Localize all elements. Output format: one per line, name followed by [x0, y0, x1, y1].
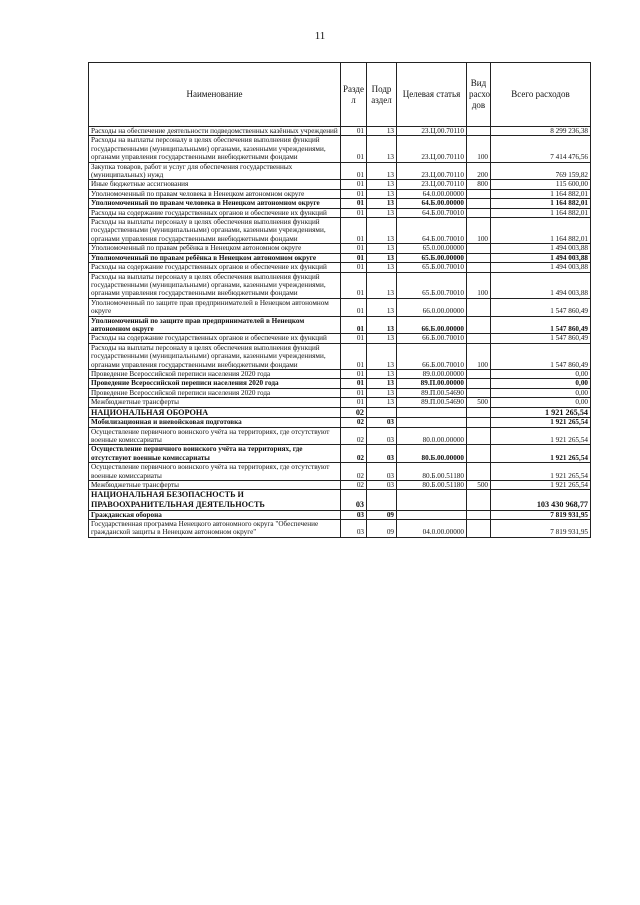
- row-type: 500: [467, 398, 491, 407]
- row-type: [467, 244, 491, 253]
- row-total: 1 494 003,88: [491, 244, 591, 253]
- row-section: 01: [341, 199, 367, 208]
- row-total: 1 164 882,01: [491, 208, 591, 217]
- table-row: [89, 208, 591, 217]
- row-target: 66.Б.00.70010: [397, 334, 467, 343]
- budget-table: [88, 62, 591, 538]
- table-row: [89, 490, 591, 510]
- row-total: 0,00: [491, 379, 591, 388]
- row-subsection: 13: [367, 343, 397, 369]
- row-type: [467, 520, 491, 538]
- row-type: [467, 445, 491, 463]
- table-row: [89, 407, 591, 418]
- row-type: [467, 208, 491, 217]
- row-subsection: 13: [367, 162, 397, 180]
- row-total: 1 921 265,54: [491, 407, 591, 418]
- header-subsection: Подр аздел: [367, 63, 397, 127]
- row-type: [467, 316, 491, 334]
- row-total: 0,00: [491, 388, 591, 397]
- row-name: Уполномоченный по защите прав предпринимателей в Ненецком автономном округе: [89, 316, 341, 334]
- row-name: Межбюджетные трансферты: [89, 398, 341, 407]
- row-total: 1 164 882,01: [491, 199, 591, 208]
- table-row: [89, 199, 591, 208]
- row-total: 1 494 003,88: [491, 263, 591, 272]
- row-section: 03: [341, 510, 367, 519]
- row-type: 100: [467, 136, 491, 162]
- row-name: Расходы на обеспечение деятельности подведомственных казённых учреждений: [89, 127, 341, 136]
- row-target: 89.0.00.00000: [397, 369, 467, 378]
- row-total: 1 494 003,88: [491, 253, 591, 262]
- table-row: [89, 263, 591, 272]
- row-subsection: 13: [367, 127, 397, 136]
- row-section: 01: [341, 388, 367, 397]
- row-section: 01: [341, 253, 367, 262]
- row-target: [397, 510, 467, 519]
- row-type: 100: [467, 343, 491, 369]
- row-total: 0,00: [491, 369, 591, 378]
- row-subsection: 13: [367, 208, 397, 217]
- row-total: 1 494 003,88: [491, 272, 591, 298]
- row-type: [467, 369, 491, 378]
- table-row: [89, 180, 591, 189]
- row-section: 03: [341, 490, 367, 510]
- table-row: [89, 510, 591, 519]
- row-name: НАЦИОНАЛЬНАЯ БЕЗОПАСНОСТЬ И ПРАВООХРАНИТЕЛЬНАЯ ДЕЯТЕЛЬНОСТЬ: [89, 490, 341, 510]
- row-target: 80.Б.00.00000: [397, 445, 467, 463]
- row-name: Проведение Всероссийской переписи населения 2020 года: [89, 379, 341, 388]
- row-type: [467, 189, 491, 198]
- page-number: 11: [314, 30, 326, 42]
- table-row: [89, 343, 591, 369]
- row-section: 01: [341, 398, 367, 407]
- row-type: 500: [467, 481, 491, 490]
- row-subsection: 13: [367, 369, 397, 378]
- row-name: Проведение Всероссийской переписи населения 2020 года: [89, 388, 341, 397]
- row-subsection: 03: [367, 481, 397, 490]
- row-target: 89.П.00.54690: [397, 388, 467, 397]
- row-total: 1 547 860,49: [491, 298, 591, 316]
- row-type: [467, 427, 491, 445]
- row-section: 01: [341, 263, 367, 272]
- row-name: Расходы на выплаты персоналу в целях обеспечения выполнения функций государственными (муниципальными) органами, казенными учреждениями, органами управления государственными внебюджетными фондами: [89, 272, 341, 298]
- row-total: 115 600,00: [491, 180, 591, 189]
- row-type: [467, 418, 491, 427]
- header-type: Вид расхо дов: [467, 63, 491, 127]
- row-name: Уполномоченный по правам ребёнка в Ненецком автономном округе: [89, 253, 341, 262]
- row-type: [467, 379, 491, 388]
- row-subsection: 13: [367, 244, 397, 253]
- row-subsection: 13: [367, 272, 397, 298]
- row-target: 23.Ц.00.70110: [397, 127, 467, 136]
- row-target: 89.П.00.00000: [397, 379, 467, 388]
- row-subsection: 13: [367, 189, 397, 198]
- row-total: 769 159,82: [491, 162, 591, 180]
- row-subsection: 09: [367, 520, 397, 538]
- row-target: 66.0.00.00000: [397, 298, 467, 316]
- table-row: [89, 445, 591, 463]
- row-section: 01: [341, 334, 367, 343]
- table-row: [89, 481, 591, 490]
- row-type: [467, 334, 491, 343]
- table-row: [89, 369, 591, 378]
- row-type: 100: [467, 272, 491, 298]
- table-row: [89, 520, 591, 538]
- table-row: [89, 218, 591, 244]
- row-section: 01: [341, 136, 367, 162]
- row-section: 02: [341, 481, 367, 490]
- header-section: Разде л: [341, 63, 367, 127]
- table-header-row: [89, 63, 591, 127]
- row-target: [397, 418, 467, 427]
- row-subsection: 13: [367, 388, 397, 397]
- header-total: Всего расходов: [491, 63, 591, 127]
- row-name: Расходы на содержание государственных органов и обеспечение их функций: [89, 334, 341, 343]
- row-subsection: 09: [367, 510, 397, 519]
- row-total: 1 921 265,54: [491, 463, 591, 481]
- row-target: 64.Б.00.70010: [397, 218, 467, 244]
- row-subsection: 13: [367, 398, 397, 407]
- row-target: 65.Б.00.70010: [397, 272, 467, 298]
- row-target: 04.0.00.00000: [397, 520, 467, 538]
- row-target: 66.Б.00.00000: [397, 316, 467, 334]
- row-total: 1 921 265,54: [491, 427, 591, 445]
- row-subsection: 13: [367, 298, 397, 316]
- row-name: Уполномоченный по правам человека в Ненецком автономном округе: [89, 189, 341, 198]
- row-section: 01: [341, 127, 367, 136]
- table-row: [89, 398, 591, 407]
- table-row: [89, 334, 591, 343]
- row-section: 02: [341, 407, 367, 418]
- row-total: 7 819 931,95: [491, 510, 591, 519]
- table-row: [89, 189, 591, 198]
- row-section: 01: [341, 272, 367, 298]
- row-name: НАЦИОНАЛЬНАЯ ОБОРОНА: [89, 407, 341, 418]
- table-row: [89, 427, 591, 445]
- table-row: [89, 136, 591, 162]
- row-subsection: 13: [367, 334, 397, 343]
- row-section: 01: [341, 298, 367, 316]
- row-target: 89.П.00.54690: [397, 398, 467, 407]
- row-subsection: 03: [367, 418, 397, 427]
- row-total: 1 921 265,54: [491, 445, 591, 463]
- row-total: 0,00: [491, 398, 591, 407]
- row-section: 01: [341, 162, 367, 180]
- row-name: Закупка товаров, работ и услуг для обеспечения государственных (муниципальных) нужд: [89, 162, 341, 180]
- row-total: 1 547 860,49: [491, 334, 591, 343]
- table-row: [89, 162, 591, 180]
- row-section: 02: [341, 445, 367, 463]
- row-name: Мобилизационная и вневойсковая подготовка: [89, 418, 341, 427]
- row-name: Расходы на содержание государственных органов и обеспечение их функций: [89, 263, 341, 272]
- row-subsection: 13: [367, 180, 397, 189]
- table-row: [89, 127, 591, 136]
- row-target: 23.Ц.00.70110: [397, 136, 467, 162]
- row-name: Гражданская оборона: [89, 510, 341, 519]
- row-type: 800: [467, 180, 491, 189]
- row-target: 65.Б.00.70010: [397, 263, 467, 272]
- row-section: 01: [341, 369, 367, 378]
- row-name: Расходы на содержание государственных органов и обеспечение их функций: [89, 208, 341, 217]
- row-type: 200: [467, 162, 491, 180]
- row-total: 7 819 931,95: [491, 520, 591, 538]
- row-section: 02: [341, 463, 367, 481]
- row-target: 80.0.00.00000: [397, 427, 467, 445]
- row-name: Иные бюджетные ассигнования: [89, 180, 341, 189]
- table-row: [89, 418, 591, 427]
- row-name: Уполномоченный по правам ребёнка в Ненецком автономном округе: [89, 244, 341, 253]
- row-subsection: 13: [367, 199, 397, 208]
- row-target: 65.0.00.00000: [397, 244, 467, 253]
- header-target: Целевая статья: [397, 63, 467, 127]
- row-target: 66.Б.00.70010: [397, 343, 467, 369]
- row-name: Расходы на выплаты персоналу в целях обеспечения выполнения функций государственными (муниципальными) органами, казенными учреждениями, органами управления государственными внебюджетными фондами: [89, 218, 341, 244]
- row-section: 01: [341, 316, 367, 334]
- header-name: Наименование: [89, 63, 341, 127]
- row-subsection: 13: [367, 218, 397, 244]
- row-total: 1 921 265,54: [491, 481, 591, 490]
- row-name: Уполномоченный по защите прав предпринимателей в Ненецком автономном округе: [89, 298, 341, 316]
- row-target: 64.Б.00.70010: [397, 208, 467, 217]
- table-body: [89, 127, 591, 538]
- row-name: Межбюджетные трансферты: [89, 481, 341, 490]
- row-section: 01: [341, 189, 367, 198]
- row-section: 01: [341, 208, 367, 217]
- row-type: [467, 510, 491, 519]
- row-target: 65.Б.00.00000: [397, 253, 467, 262]
- row-type: [467, 127, 491, 136]
- row-total: 7 414 476,56: [491, 136, 591, 162]
- row-type: [467, 490, 491, 510]
- row-type: [467, 298, 491, 316]
- row-subsection: 13: [367, 136, 397, 162]
- row-name: Расходы на выплаты персоналу в целях обеспечения выполнения функций государственными (муниципальными) органами, казенными учреждениями, органами управления государственными внебюджетными фондами: [89, 343, 341, 369]
- row-type: 100: [467, 218, 491, 244]
- row-subsection: 03: [367, 445, 397, 463]
- row-total: 1 547 860,49: [491, 316, 591, 334]
- row-target: 64.Б.00.00000: [397, 199, 467, 208]
- row-name: Осуществление первичного воинского учёта на территориях, где отсутствуют военные комиссариаты: [89, 427, 341, 445]
- row-type: [467, 199, 491, 208]
- table-row: [89, 388, 591, 397]
- row-section: 01: [341, 244, 367, 253]
- table-row: [89, 244, 591, 253]
- row-section: 01: [341, 180, 367, 189]
- row-type: [467, 253, 491, 262]
- row-subsection: 03: [367, 427, 397, 445]
- row-name: Осуществление первичного воинского учёта на территориях, где отсутствуют военные комиссариаты: [89, 463, 341, 481]
- row-target: 80.Б.00.51180: [397, 481, 467, 490]
- table-row: [89, 298, 591, 316]
- row-subsection: [367, 407, 397, 418]
- row-total: 1 164 882,01: [491, 189, 591, 198]
- row-section: 01: [341, 218, 367, 244]
- row-total: 1 547 860,49: [491, 343, 591, 369]
- table-row: [89, 253, 591, 262]
- row-name: Проведение Всероссийской переписи населения 2020 года: [89, 369, 341, 378]
- row-target: [397, 490, 467, 510]
- row-name: Расходы на выплаты персоналу в целях обеспечения выполнения функций государственными (муниципальными) органами, казенными учреждениями, органами управления государственными внебюджетными фондами: [89, 136, 341, 162]
- row-section: 02: [341, 427, 367, 445]
- row-name: Осуществление первичного воинского учёта на территориях, где отсутствуют военные комиссариаты: [89, 445, 341, 463]
- row-section: 03: [341, 520, 367, 538]
- row-target: 23.Ц.00.70110: [397, 162, 467, 180]
- table-row: [89, 316, 591, 334]
- row-section: 02: [341, 418, 367, 427]
- row-subsection: 13: [367, 263, 397, 272]
- row-subsection: 13: [367, 253, 397, 262]
- row-subsection: 13: [367, 316, 397, 334]
- row-subsection: 03: [367, 463, 397, 481]
- table-row: [89, 463, 591, 481]
- row-target: 64.0.00.00000: [397, 189, 467, 198]
- row-total: 1 921 265,54: [491, 418, 591, 427]
- row-name: Государственная программа Ненецкого автономного округа "Обеспечение гражданской защиты в Ненецком автономном округе": [89, 520, 341, 538]
- table-row: [89, 272, 591, 298]
- row-total: 103 430 968,77: [491, 490, 591, 510]
- row-target: 80.Б.00.51180: [397, 463, 467, 481]
- row-section: 01: [341, 343, 367, 369]
- row-total: 8 299 236,38: [491, 127, 591, 136]
- row-target: 23.Ц.00.70110: [397, 180, 467, 189]
- row-target: [397, 407, 467, 418]
- row-type: [467, 407, 491, 418]
- row-subsection: [367, 490, 397, 510]
- table-row: [89, 379, 591, 388]
- row-section: 01: [341, 379, 367, 388]
- row-type: [467, 463, 491, 481]
- row-type: [467, 388, 491, 397]
- row-type: [467, 263, 491, 272]
- row-subsection: 13: [367, 379, 397, 388]
- row-total: 1 164 882,01: [491, 218, 591, 244]
- row-name: Уполномоченный по правам человека в Ненецком автономном округе: [89, 199, 341, 208]
